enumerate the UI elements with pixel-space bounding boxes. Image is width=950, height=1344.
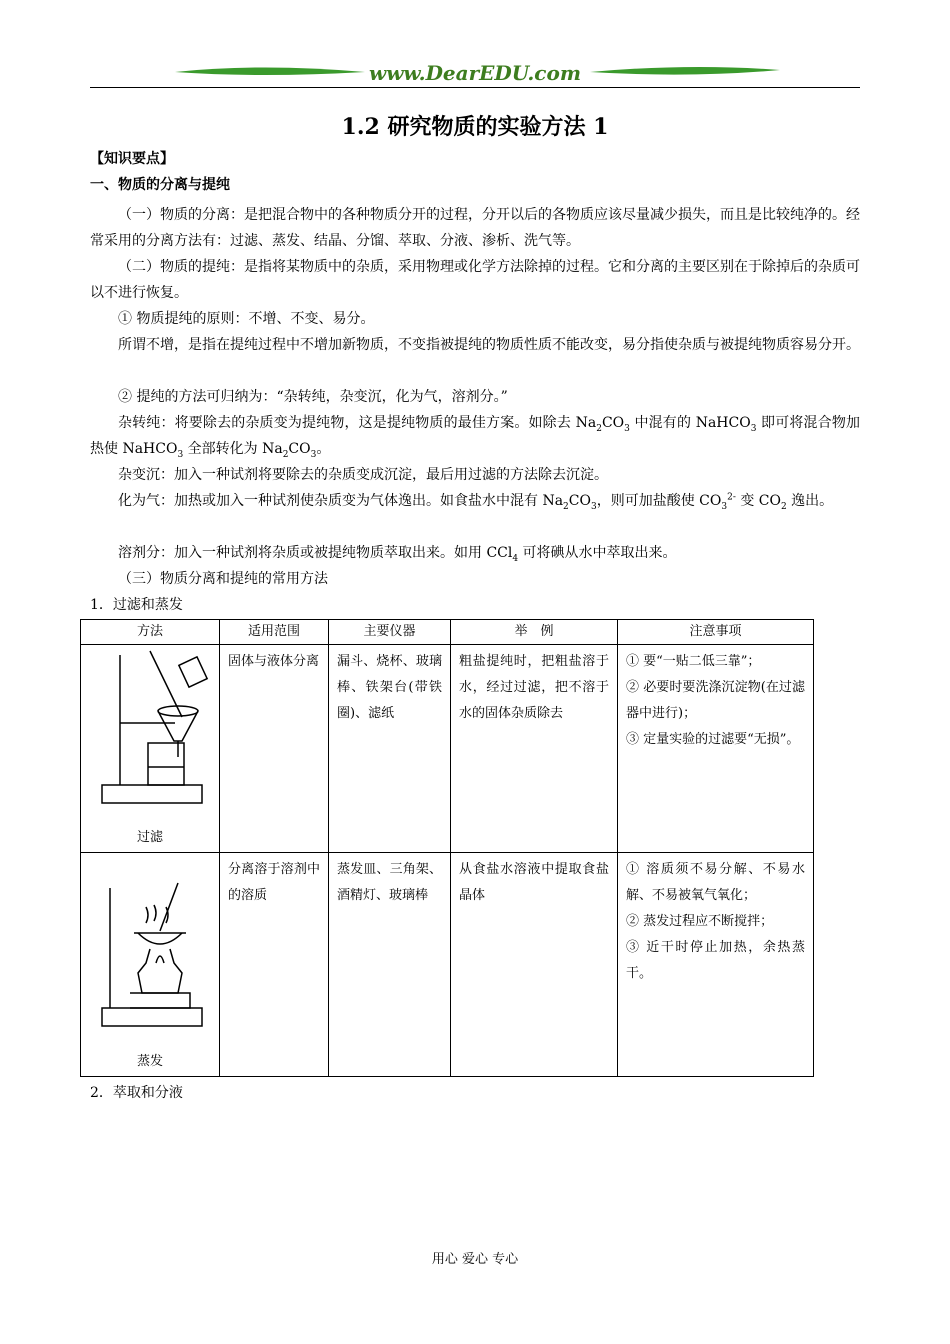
header-banner (90, 60, 860, 90)
header-method: 方法 (81, 620, 220, 645)
example-cell-filter: 粗盐提纯时，把粗盐溶于水，经过过滤，把不溶于水的固体杂质除去 (451, 645, 618, 853)
header-apparatus: 主要仪器 (329, 620, 451, 645)
note-item: ① 溶质须不易分解、不易水解、不易被氧气氧化； (626, 862, 805, 903)
logo-banner (90, 60, 860, 90)
notes-cell-filter (618, 645, 814, 853)
evaporation-apparatus-illustration (90, 853, 210, 1033)
paragraph-common-methods: （三）物质分离和提纯的常用方法 (118, 571, 328, 587)
page-title: 1.2 研究物质的实验方法 1 (341, 114, 609, 140)
header-example: 举 例 (451, 620, 618, 645)
scope-cell-filter: 固体与液体分离 (220, 645, 329, 853)
header-notes: 注意事项 (618, 620, 814, 645)
table-header-row (81, 620, 814, 645)
subheading-extraction: 2．萃取和分液 (90, 1085, 183, 1101)
note-item: ③ 近干时停止加热，余热蒸干。 (626, 940, 805, 981)
scope-cell-evaporate: 分离溶于溶剂中的溶质 (220, 853, 329, 1077)
header-rule (90, 87, 860, 88)
header-scope: 适用范围 (220, 620, 329, 645)
method-cell-evaporate (81, 853, 220, 1077)
subheading-filter-evaporate: 1．过滤和蒸发 (90, 597, 183, 613)
apparatus-cell-filter: 漏斗、烧杯、玻璃棒、铁架台(带铁圈)、滤纸 (329, 645, 451, 853)
paragraph-precipitate: 杂变沉：加入一种试剂将要除去的杂质变成沉淀，最后用过滤的方法除去沉淀。 (118, 467, 608, 483)
paragraph-gas: 化为气：加热或加入一种试剂使杂质变为气体逸出。如食盐水中混有 $Na_2CO_3$，则可加盐酸使 $CO_3^{2-}$ 变 $CO_2$ 逸出。 (118, 492, 834, 512)
footer-slogan: 用心 爱心 专心 (431, 1252, 519, 1267)
paragraph-principle: ① 物质提纯的原则：不增、不变、易分。 (118, 311, 375, 327)
paragraph-separation: （一）物质的分离：是把混合物中的各种物质分开的过程，分开以后的各物质应该尽量减少损失，而且是比较纯净的。经常采用的分离方法有：过滤、蒸发、结晶、分馏、萃取、分液、渗析、洗气等。 (90, 207, 860, 249)
note-item: ② 蒸发过程应不断搅拌； (626, 914, 774, 929)
method-label-filter: 过滤 (136, 830, 163, 845)
example-cell-evaporate: 从食盐水溶液中提取食盐晶体 (451, 853, 618, 1077)
paragraph-methods: ② 提纯的方法可归纳为：“杂转纯，杂变沉，化为气，溶剂分。” (118, 389, 508, 405)
note-item: ① 要“一贴二低三靠”； (626, 654, 761, 669)
table-row (81, 645, 814, 853)
method-label-evaporate: 蒸发 (136, 1054, 163, 1069)
note-item: ② 必要时要洗涤沉淀物(在过滤器中进行)； (626, 680, 805, 721)
method-cell-filter (81, 645, 220, 853)
filtration-apparatus-illustration (90, 645, 210, 815)
logo-text: www.DearEDU.com (368, 61, 582, 85)
methods-table (80, 619, 814, 1077)
heading-separation: 一、物质的分离与提纯 (90, 177, 230, 193)
paragraph-convert: 杂转纯：将要除去的杂质变为提纯物，这是提纯物质的最佳方案。如除去 $Na_2CO_3$ 中混有的 NaHCO$_3$ 即可将混合物加热使 NaHCO$_3$ 全部转化为 $Na_2CO_3$。 (90, 415, 860, 460)
notes-cell-evaporate (618, 853, 814, 1077)
paragraph-solvent: 溶剂分：加入一种试剂将杂质或被提纯物质萃取出来。如用 CCl$_4$ 可将碘从水中萃取出来。 (118, 545, 677, 564)
paragraph-purification: （二）物质的提纯：是指将某物质中的杂质，采用物理或化学方法除掉的过程。它和分离的主要区别在于除掉后的杂质可以不进行恢复。 (90, 259, 860, 301)
paragraph-principle-explain: 所谓不增，是指在提纯过程中不增加新物质，不变指被提纯的物质性质不能改变，易分指使杂质与被提纯物质容易分开。 (118, 337, 860, 353)
apparatus-cell-evaporate: 蒸发皿、三角架、酒精灯、玻璃棒 (329, 853, 451, 1077)
table-row (81, 853, 814, 1077)
note-item: ③ 定量实验的过滤要“无损”。 (626, 732, 800, 747)
section-label: 【知识要点】 (90, 151, 174, 167)
